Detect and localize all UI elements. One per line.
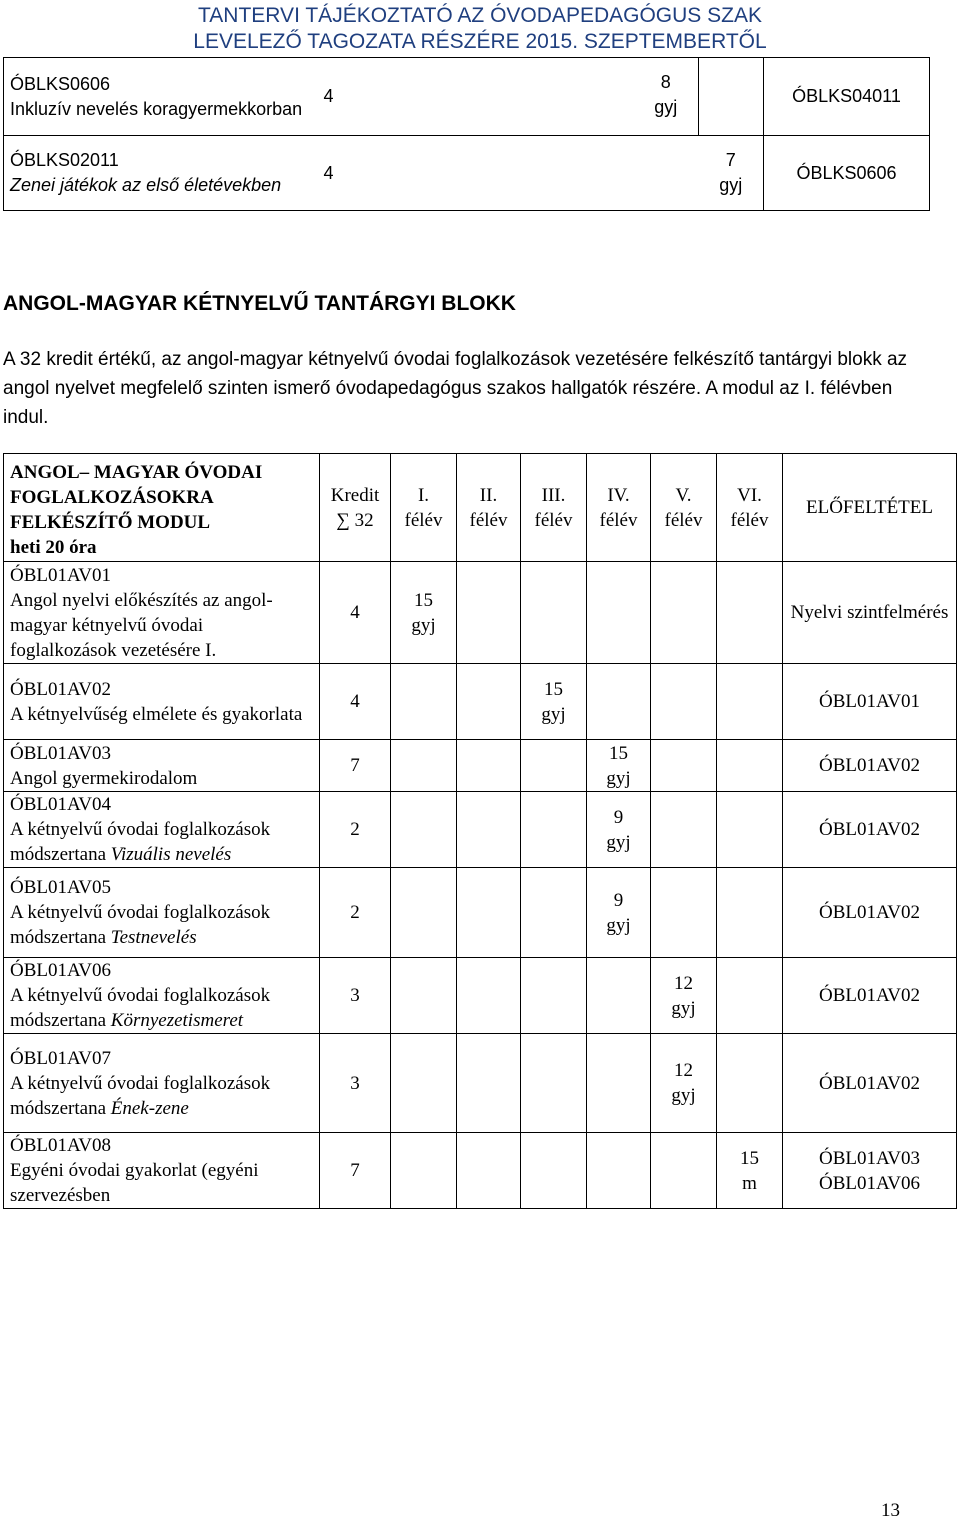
- module-code: ÓBL01AV02: [10, 678, 111, 700]
- semester-value: 15: [414, 589, 433, 611]
- module-name: A kétnyelvű óvodai foglalkozások módszertana: [10, 1072, 271, 1119]
- course-credit: 4: [314, 58, 634, 136]
- table-row: [4, 664, 957, 740]
- semester-assessment: gyj: [606, 831, 631, 853]
- table-row: [4, 958, 957, 1034]
- semester-value: 15: [740, 1147, 759, 1169]
- semester-value: 8 gyj: [654, 72, 678, 117]
- table-row: [4, 58, 930, 136]
- module-credit: 4: [320, 562, 391, 664]
- module-name-italic: Vizuális nevelés: [110, 844, 232, 865]
- module-code: ÓBL01AV06: [10, 960, 111, 981]
- semester-value: 12: [674, 1060, 693, 1081]
- table-row: [4, 136, 930, 211]
- module-prereq: ÓBL01AV02: [819, 1072, 920, 1094]
- header-line-2: LEVELEZŐ TAGOZATA RÉSZÉRE 2015. SZEPTEMBERTŐL: [193, 30, 767, 53]
- course-name: Inkluzív nevelés koragyermekkorban: [10, 98, 303, 119]
- module-name-italic: Ének-zene: [110, 1097, 189, 1119]
- module-prereq: ÓBL01AV01: [819, 691, 920, 712]
- module-prereq: ÓBL01AV02: [819, 819, 920, 840]
- table-header-row: [4, 454, 957, 562]
- module-name-italic: Testnevelés: [110, 927, 197, 948]
- module-prereq: ÓBL01AV02: [819, 755, 920, 776]
- table-row: [4, 740, 957, 792]
- module-code: ÓBL01AV08: [10, 1135, 111, 1156]
- module-prereq: ÓBL01AV02: [819, 902, 920, 923]
- module-code: ÓBL01AV01: [10, 564, 111, 586]
- module-prereq: ÓBL01AV03: [819, 1147, 920, 1169]
- module-credit: 7: [320, 740, 391, 792]
- semester-assessment: gyj: [671, 997, 696, 1019]
- module-subtitle: heti 20 óra: [10, 537, 97, 558]
- course-code: ÓBLKS0606: [10, 73, 111, 94]
- semester-unit: félév: [469, 509, 508, 531]
- semester-assessment: gyj: [541, 703, 566, 725]
- semester-header: I.: [417, 484, 430, 506]
- kredit-label: Kredit: [330, 484, 380, 506]
- module-code: ÓBL01AV03: [10, 742, 111, 764]
- kredit-sum: ∑ 32: [336, 509, 374, 531]
- top-course-table: [3, 57, 930, 211]
- module-title: ANGOL– MAGYAR ÓVODAI FOGLALKOZÁSOKRA FELKÉSZÍTŐ MODUL: [10, 462, 263, 533]
- module-name-italic: Környezetismeret: [110, 1010, 244, 1031]
- table-row: [4, 1034, 957, 1133]
- semester-assessment: m: [742, 1172, 757, 1194]
- module-name: Angol nyelvi előkészítés az angol-magyar kétnyelvű óvodai foglalkozások vezetésére I.: [10, 589, 273, 661]
- page-number: 13: [881, 1500, 900, 1521]
- semester-unit: félév: [664, 509, 703, 531]
- course-name: Zenei játékok az első életévekben: [10, 175, 282, 195]
- table-row: [4, 1133, 957, 1209]
- semester-value: 9: [613, 889, 624, 911]
- header-line-1: TANTERVI TÁJÉKOZTATÓ AZ ÓVODAPEDAGÓGUS SZAK: [198, 4, 762, 27]
- semester-value: 9: [613, 806, 624, 828]
- module-code: ÓBL01AV07: [10, 1047, 111, 1069]
- module-credit: 4: [320, 664, 391, 740]
- semester-unit: félév: [404, 509, 443, 531]
- module-credit: 2: [320, 868, 391, 958]
- course-credit: 4: [314, 136, 634, 211]
- course-code: ÓBLKS02011: [10, 150, 119, 170]
- semester-header: VI.: [737, 484, 762, 506]
- module-credit: 3: [320, 958, 391, 1034]
- module-credit: 3: [320, 1034, 391, 1133]
- semester-header: IV.: [607, 484, 630, 506]
- semester-value: 15: [544, 678, 563, 700]
- semester-header: III.: [541, 484, 566, 506]
- course-prereq: ÓBLKS0606: [764, 136, 930, 211]
- module-prereq: ÓBL01AV02: [819, 985, 920, 1006]
- module-name: Angol gyermekirodalom: [10, 767, 198, 789]
- semester-unit: félév: [534, 509, 573, 531]
- module-prereq-2: ÓBL01AV06: [819, 1172, 920, 1194]
- semester-value: 15: [609, 742, 628, 764]
- course-prereq: ÓBLKS04011: [764, 58, 930, 136]
- semester-header: II.: [479, 484, 498, 506]
- table-row: [4, 868, 957, 958]
- module-code: ÓBL01AV05: [10, 877, 111, 898]
- table-row: [4, 562, 957, 664]
- block-title: ANGOL-MAGYAR KÉTNYELVŰ TANTÁRGYI BLOKK: [3, 292, 516, 315]
- module-credit: 7: [320, 1133, 391, 1209]
- module-prereq: Nyelvi szintfelmérés: [790, 602, 949, 623]
- semester-header: V.: [675, 484, 692, 506]
- module-name: Egyéni óvodai gyakorlat (egyéni szervezésben: [10, 1160, 259, 1206]
- semester-assessment: gyj: [606, 914, 631, 936]
- module-name: A kétnyelvű óvodai foglalkozások módszertana: [10, 902, 271, 948]
- table-row: [4, 792, 957, 868]
- module-name: A kétnyelvű óvodai foglalkozások módszertana: [10, 985, 271, 1031]
- module-name: A kétnyelvű óvodai foglalkozások módszertana: [10, 819, 271, 865]
- prereq-header: ELŐFELTÉTEL: [783, 454, 957, 562]
- module-credit: 2: [320, 792, 391, 868]
- semester-unit: félév: [730, 509, 769, 531]
- block-description: A 32 kredit értékű, az angol-magyar kétnyelvű óvodai foglalkozások vezetésére felkészítő tantárgyi blokk az angol nyelvet megfelelő szinten ismerő óvodapedagógus szakos hallgatók részére. A modul az I. félévben indul.: [3, 349, 908, 428]
- module-name: A kétnyelvűség elmélete és gyakorlata: [10, 703, 303, 725]
- semester-value: 12: [674, 972, 693, 994]
- semester-assessment: gyj: [411, 614, 436, 636]
- semester-assessment: gyj: [606, 767, 631, 789]
- module-code: ÓBL01AV04: [10, 794, 111, 815]
- module-table: [3, 453, 957, 1209]
- semester-value: 7 gyj: [719, 150, 743, 195]
- semester-unit: félév: [599, 509, 638, 531]
- semester-assessment: gyj: [671, 1085, 696, 1106]
